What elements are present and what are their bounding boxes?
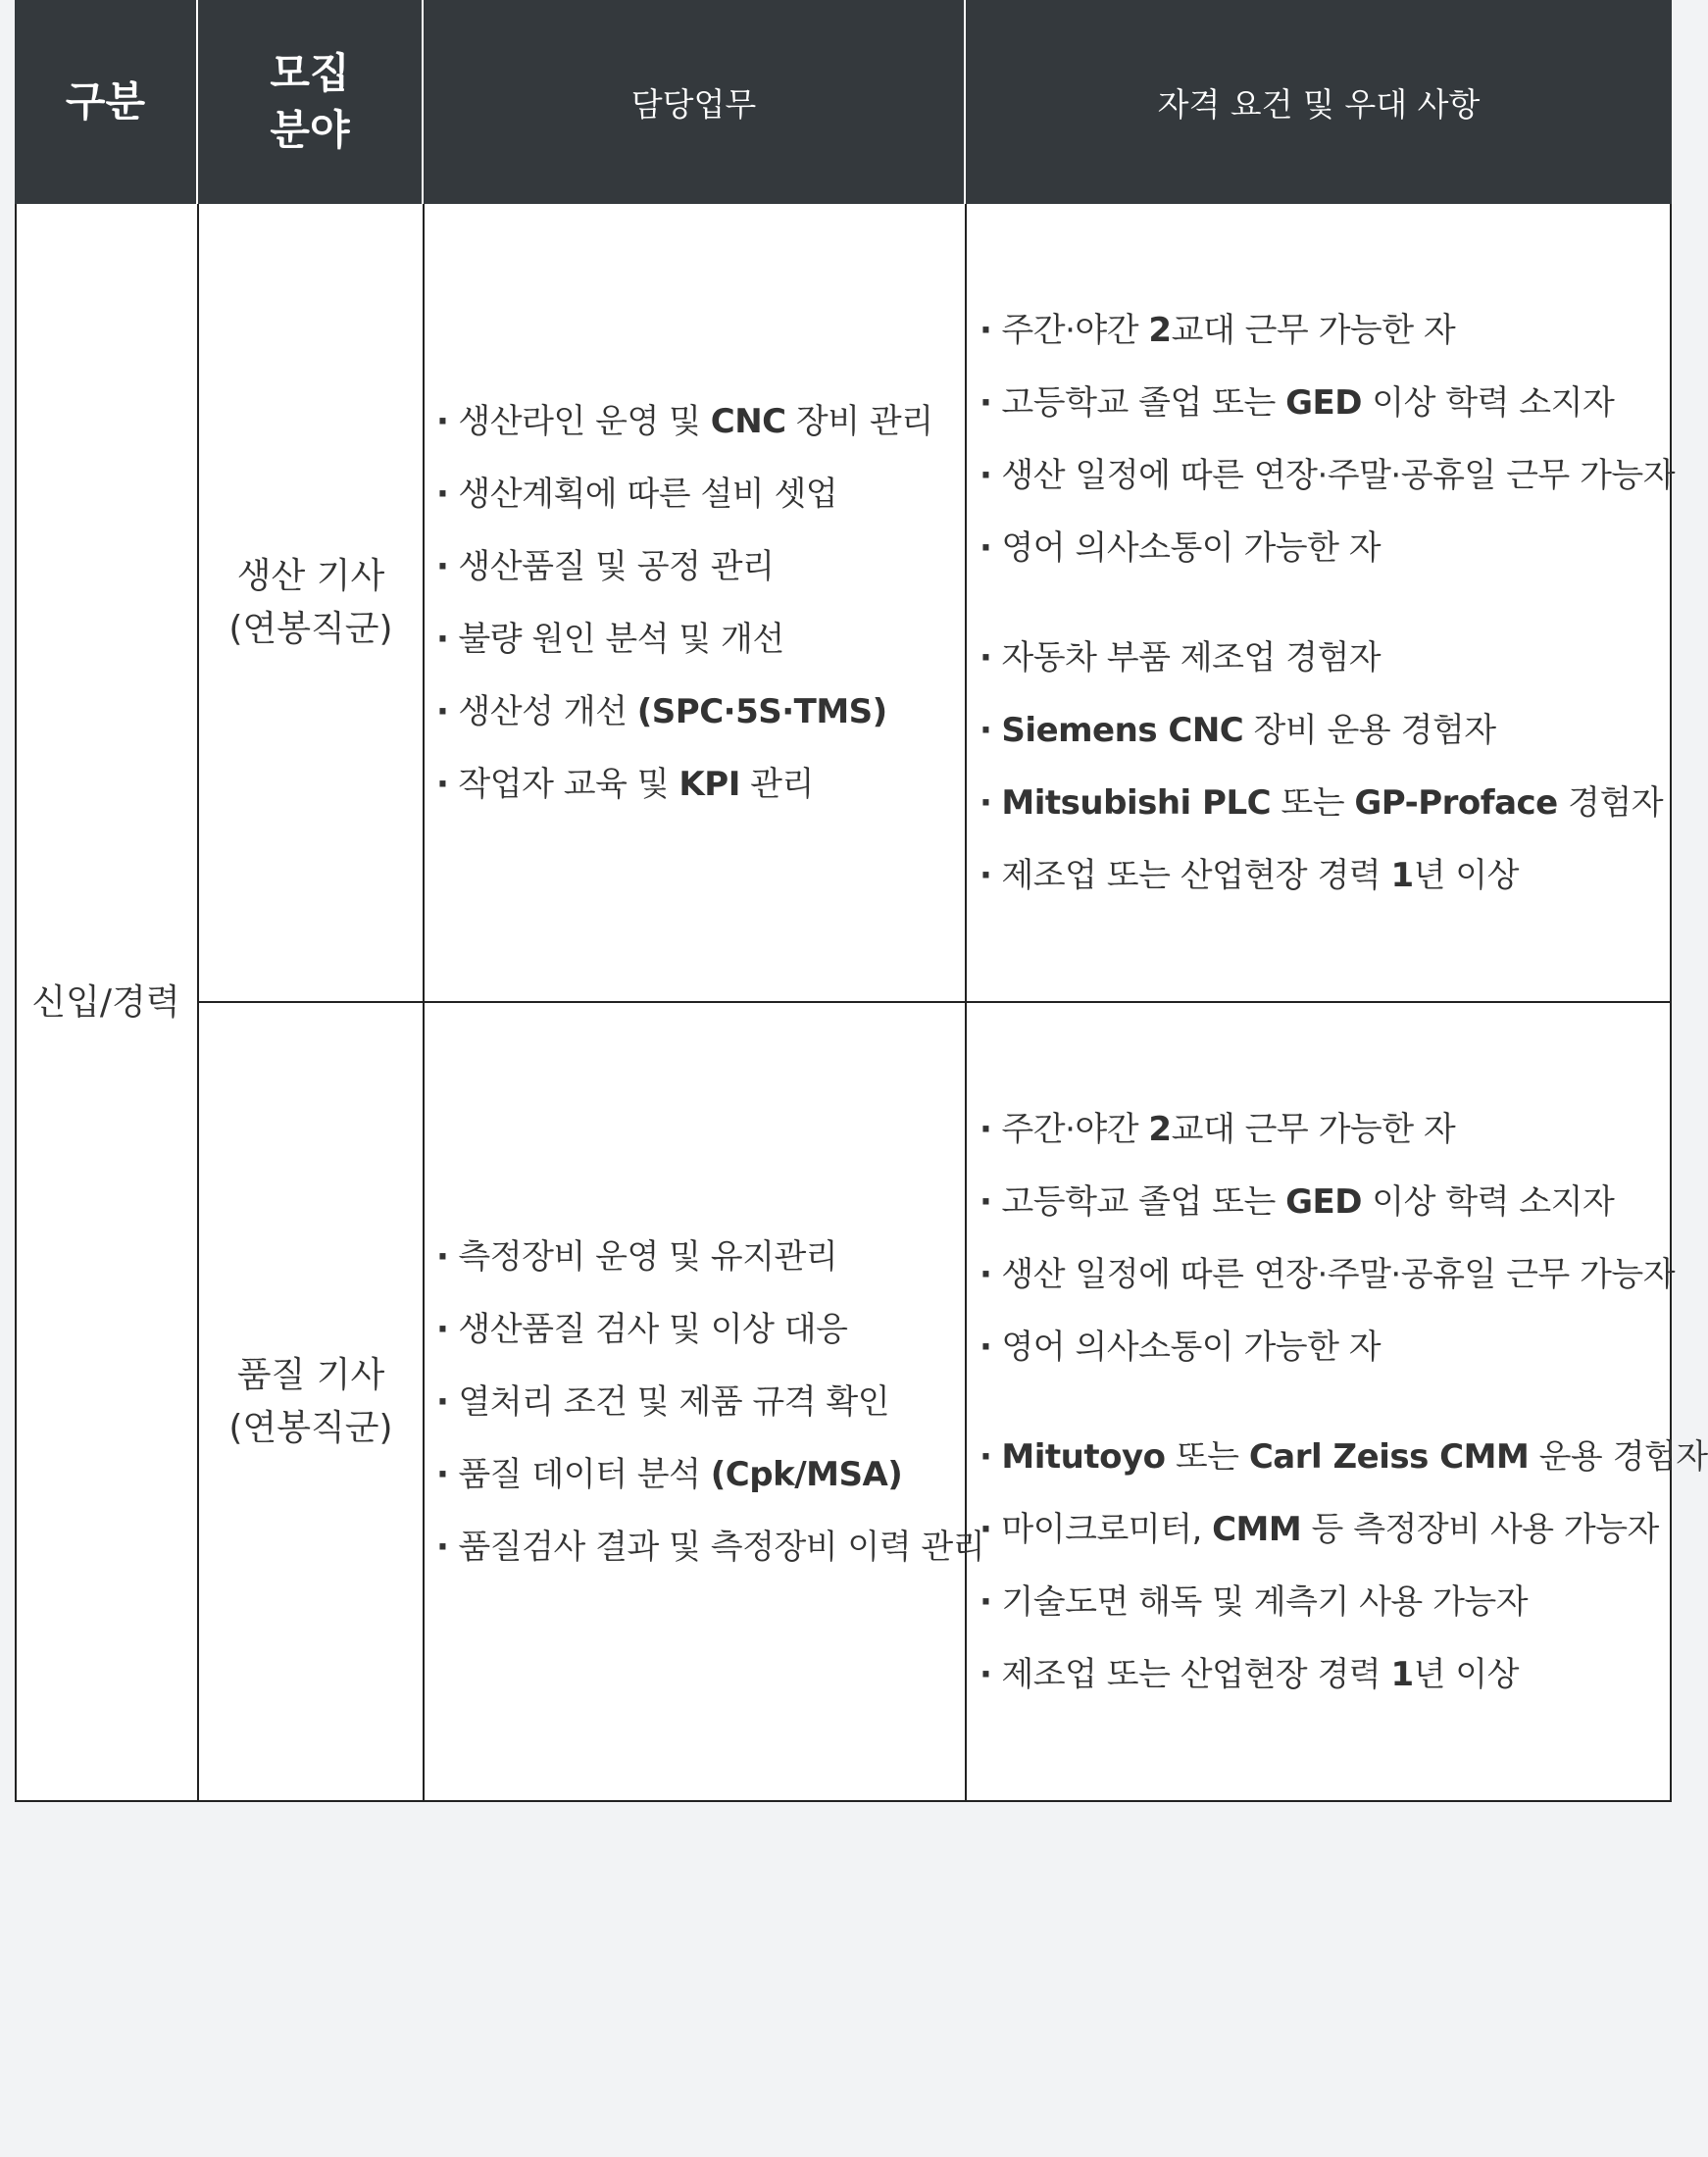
table-border-bottom bbox=[15, 1800, 1672, 1802]
list-item: · 생산품질 및 공정 관리 bbox=[436, 530, 933, 603]
header-qualifications bbox=[966, 0, 1672, 204]
field-title: 품질 기사 bbox=[236, 1354, 385, 1395]
list-item: · 생산 일정에 따른 연장·주말·공휴일 근무 가능자 bbox=[980, 439, 1675, 512]
header-category bbox=[15, 0, 198, 204]
header-field-label-line2: 분야 bbox=[270, 106, 350, 154]
header-duties bbox=[424, 0, 966, 204]
header-field-label-line1: 모집 bbox=[270, 49, 350, 97]
list-item: · 생산품질 검사 및 이상 대응 bbox=[436, 1293, 984, 1366]
list-item: · Mitsubishi PLC 또는 GP-Proface 경험자 bbox=[980, 767, 1675, 839]
duties-cell-production bbox=[436, 204, 965, 1001]
list-item: · 제조업 또는 산업현장 경력 1년 이상 bbox=[980, 1638, 1708, 1711]
list-item: · Siemens CNC 장비 운용 경험자 bbox=[980, 694, 1675, 767]
field-subtitle: (연봉직군) bbox=[228, 1407, 393, 1448]
list-item: · 불량 원인 분석 및 개선 bbox=[436, 603, 933, 676]
list-item: · 생산라인 운영 및 CNC 장비 관리 bbox=[436, 385, 933, 458]
list-item: · 생산 일정에 따른 연장·주말·공휴일 근무 가능자 bbox=[980, 1238, 1708, 1311]
qualifications-cell-production bbox=[980, 204, 1676, 1001]
duties-cell-quality bbox=[436, 1003, 985, 1800]
field-title: 생산 기사 bbox=[236, 555, 385, 596]
list-item: · 마이크로미터, CMM 등 측정장비 사용 가능자 bbox=[980, 1493, 1708, 1566]
list-item: · 제조업 또는 산업현장 경력 1년 이상 bbox=[980, 839, 1675, 912]
list-item: · 주간·야간 2교대 근무 가능한 자 bbox=[980, 294, 1675, 367]
list-item: · 주간·야간 2교대 근무 가능한 자 bbox=[980, 1093, 1708, 1166]
qualifications-cell-quality bbox=[980, 1003, 1708, 1800]
list-item: · 생산성 개선 (SPC·5S·TMS) bbox=[436, 676, 933, 748]
recruitment-table bbox=[15, 0, 1708, 1802]
list-item: · 고등학교 졸업 또는 GED 이상 학력 소지자 bbox=[980, 1166, 1708, 1238]
list-item: · 영어 의사소통이 가능한 자 bbox=[980, 512, 1675, 584]
list-item: · 자동차 부품 제조업 경험자 bbox=[980, 622, 1675, 694]
field-cell-quality bbox=[199, 1003, 423, 1800]
qualifications-list bbox=[980, 294, 1675, 912]
duties-list bbox=[436, 1221, 984, 1583]
list-item: · 생산계획에 따른 설비 셋업 bbox=[436, 458, 933, 530]
field-subtitle: (연봉직군) bbox=[228, 608, 393, 649]
table-header bbox=[15, 0, 1672, 204]
category-cell bbox=[15, 204, 197, 1802]
list-item: · 고등학교 졸업 또는 GED 이상 학력 소지자 bbox=[980, 367, 1675, 439]
header-field bbox=[198, 0, 424, 204]
list-item: · 품질 데이터 분석 (Cpk/MSA) bbox=[436, 1438, 984, 1511]
list-item: · 측정장비 운영 및 유지관리 bbox=[436, 1221, 984, 1293]
list-item: · 기술도면 해독 및 계측기 사용 가능자 bbox=[980, 1566, 1708, 1638]
header-category-label: 구분 bbox=[65, 77, 146, 125]
header-qualifications-label: 자격 요건 및 우대 사항 bbox=[1157, 84, 1481, 124]
header-duties-label: 담당업무 bbox=[630, 84, 757, 124]
column-divider bbox=[423, 204, 425, 1802]
list-item: · 열처리 조건 및 제품 규격 확인 bbox=[436, 1366, 984, 1438]
list-item: · Mitutoyo 또는 Carl Zeiss CMM 운용 경험자 bbox=[980, 1421, 1708, 1493]
list-item: · 영어 의사소통이 가능한 자 bbox=[980, 1311, 1708, 1383]
list-item: · 작업자 교육 및 KPI 관리 bbox=[436, 748, 933, 821]
duties-list bbox=[436, 385, 933, 821]
field-cell-production bbox=[199, 204, 423, 1001]
list-item: · 품질검사 결과 및 측정장비 이력 관리 bbox=[436, 1511, 984, 1583]
qualifications-list bbox=[980, 1093, 1708, 1711]
category-value: 신입/경력 bbox=[31, 982, 180, 1023]
